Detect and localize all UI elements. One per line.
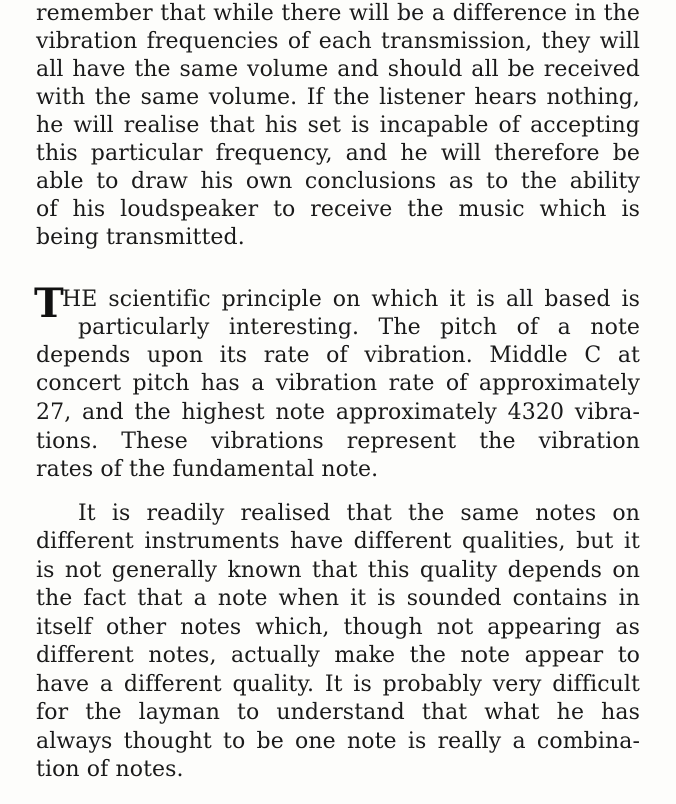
text-line: with the same volume. If the listener hears nothing, [36, 85, 640, 110]
drop-cap: T [34, 280, 64, 327]
text-line: have a different quality. It is probably very difficult [36, 672, 640, 697]
text-line: vibration frequencies of each transmission, they will [36, 29, 640, 54]
text-line: being transmitted. [36, 225, 245, 250]
text-line: for the layman to understand that what he has [36, 700, 640, 725]
text-line: remember that while there will be a difference in the [36, 1, 640, 26]
text-line: able to draw his own conclusions as to the ability [36, 169, 640, 194]
text-line: tions. These vibrations represent the vibration [36, 429, 640, 454]
text-line: It is readily realised that the same notes on [78, 501, 640, 526]
text-line: tion of notes. [36, 757, 184, 782]
text-line: this particular frequency, and he will therefore be [36, 141, 640, 166]
text-line: 27, and the highest note approximately 4320 vibra- [36, 400, 640, 425]
text-line: rates of the fundamental note. [36, 457, 379, 482]
text-line: HE scientific principle on which it is all based is [62, 287, 640, 312]
text-line: is not generally known that this quality depends on [36, 558, 640, 583]
text-line: all have the same volume and should all be received [36, 57, 640, 82]
text-line: always thought to be one note is really a combina- [36, 729, 640, 754]
text-line: itself other notes which, though not appearing as [36, 615, 640, 640]
text-line: depends upon its rate of vibration. Middle C at [36, 343, 640, 368]
text-line: different instruments have different qualities, but it [36, 529, 640, 554]
text-line: of his loudspeaker to receive the music which is [36, 197, 640, 222]
text-line: he will realise that his set is incapable of accepting [36, 113, 640, 138]
text-line: the fact that a note when it is sounded contains in [36, 586, 640, 611]
text-line: particularly interesting. The pitch of a note [78, 315, 640, 340]
text-line: different notes, actually make the note appear to [36, 643, 640, 668]
text-line: concert pitch has a vibration rate of approximately [36, 371, 640, 396]
